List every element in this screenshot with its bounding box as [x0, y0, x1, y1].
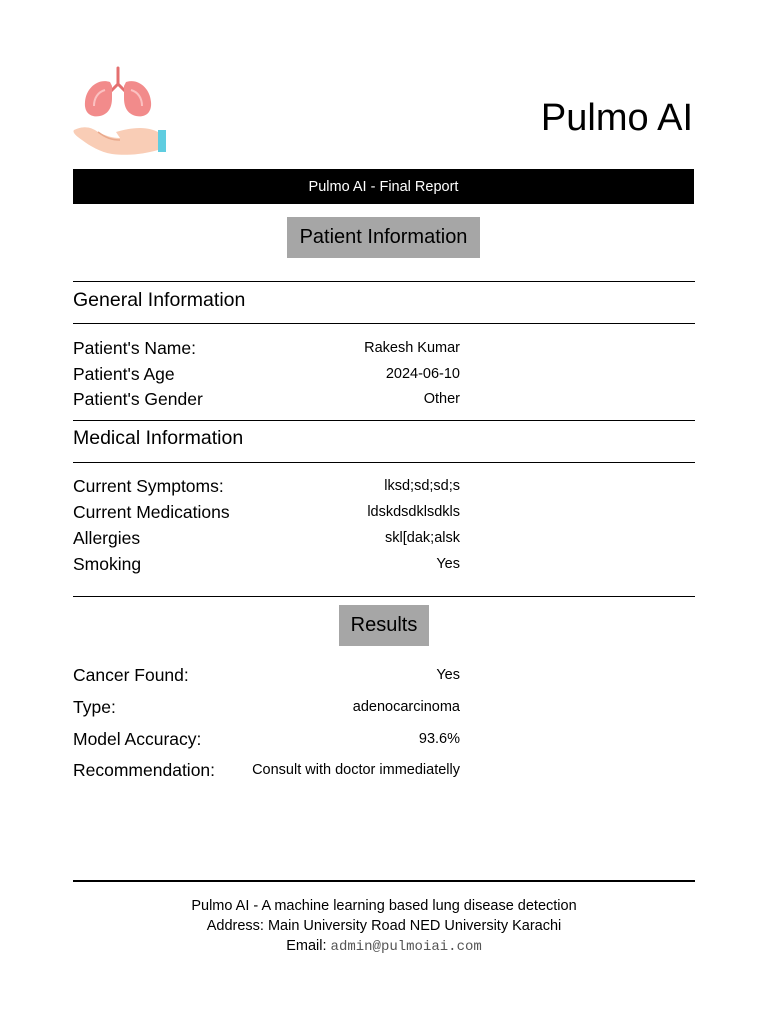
- row-label: Current Symptoms:: [73, 476, 224, 496]
- row-value: Yes: [436, 667, 460, 683]
- row-label: Patient's Name:: [73, 338, 196, 358]
- report-title: Pulmo AI - Final Report: [308, 178, 459, 195]
- result-row-model-accuracy: [73, 727, 460, 751]
- divider: [73, 420, 695, 421]
- result-row-recommendation: [73, 758, 460, 782]
- divider: [73, 462, 695, 463]
- app-title: Pulmo AI: [540, 97, 693, 139]
- footer-email-link[interactable]: admin@pulmoiai.com: [330, 939, 482, 955]
- row-value: 93.6%: [418, 731, 460, 747]
- row-label: Allergies: [73, 528, 141, 548]
- info-row-name: [73, 336, 460, 360]
- row-label: Type:: [73, 697, 116, 717]
- result-row-type: [73, 695, 460, 719]
- footer-tagline: Pulmo AI - A machine learning based lung disease detection: [191, 898, 577, 914]
- patient-information-label: Patient Information: [299, 226, 468, 248]
- footer-email-label: Email:: [286, 938, 327, 954]
- row-value: lksd;sd;sd;s: [384, 478, 460, 494]
- row-label: Smoking: [73, 554, 142, 574]
- row-value: Consult with doctor immediatelly: [252, 762, 460, 778]
- row-label: Current Medications: [73, 502, 230, 522]
- info-row-medications: [73, 500, 460, 524]
- footer: [73, 896, 695, 957]
- row-value: ldskdsdklsdkls: [367, 504, 460, 520]
- info-row-age: [73, 362, 460, 386]
- row-value: 2024-06-10: [385, 366, 460, 382]
- patient-information-heading: [287, 217, 480, 258]
- info-row-allergies: [73, 526, 460, 550]
- row-value: adenocarcinoma: [352, 699, 460, 715]
- footer-address: Address: Main University Road NED University Karachi: [206, 918, 562, 934]
- row-value: Other: [423, 391, 460, 407]
- row-label: Patient's Age: [73, 364, 175, 384]
- lungs-on-hand-icon: [72, 66, 168, 158]
- row-label: Patient's Gender: [73, 389, 203, 409]
- info-row-gender: [73, 387, 460, 411]
- report-title-bar: [73, 169, 694, 204]
- row-label: Recommendation:: [73, 760, 216, 780]
- footer-divider: [73, 880, 695, 882]
- row-value: Yes: [436, 556, 460, 572]
- results-label: Results: [350, 614, 418, 636]
- divider: [73, 596, 695, 597]
- row-value: Rakesh Kumar: [364, 340, 460, 356]
- general-information-heading: General Information: [73, 289, 246, 311]
- footer-email-line: [73, 936, 695, 957]
- result-row-cancer-found: [73, 663, 460, 687]
- row-label: Cancer Found:: [73, 665, 189, 685]
- divider: [73, 323, 695, 324]
- row-label: Model Accuracy:: [73, 729, 202, 749]
- medical-information-heading: Medical Information: [73, 427, 244, 449]
- divider: [73, 281, 695, 282]
- info-row-smoking: [73, 552, 460, 576]
- row-value: skl[dak;alsk: [385, 530, 460, 546]
- results-heading: [339, 605, 429, 646]
- info-row-symptoms: [73, 474, 460, 498]
